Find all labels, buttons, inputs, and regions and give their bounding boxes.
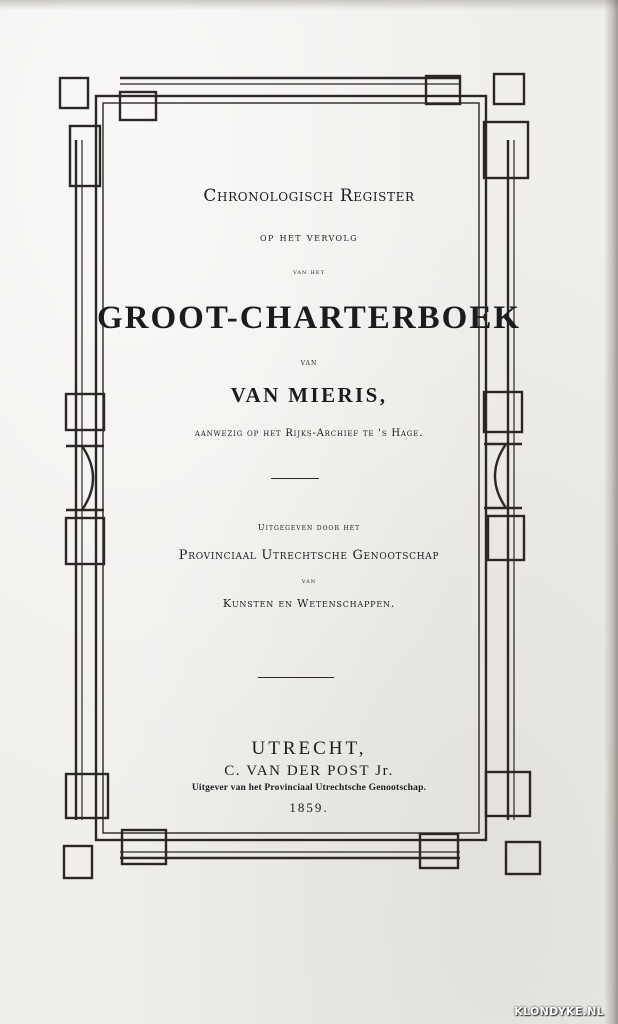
- corner-ornament-bottom-left: [64, 846, 92, 878]
- archive-location: aanwezig op het Rijks-Archief te 's Hage.: [194, 428, 424, 439]
- society-name-line2: Kunsten en Wetenschappen.: [222, 597, 396, 610]
- corner-ornament-bottom-right: [506, 842, 540, 874]
- title-line-chronologisch-register: Chronologisch Register: [203, 186, 415, 206]
- corner-ornament-top-left: [60, 78, 88, 108]
- divider-rule-upper: [271, 478, 319, 479]
- publisher-intro: Uitgegeven door het: [257, 523, 361, 532]
- imprint-printer-note: Uitgever van het Provinciaal Utrechtsche Genootschap.: [191, 783, 427, 793]
- outer-frame-line: [96, 96, 486, 840]
- imprint-city: UTRECHT,: [251, 738, 367, 759]
- society-name-line1: Provinciaal Utrechtsche Genootschap: [178, 548, 440, 563]
- divider-rule-lower: [258, 677, 334, 678]
- inner-frame-line: [103, 103, 479, 833]
- corner-ornament-top-right: [494, 74, 524, 104]
- title-line-van: van: [300, 358, 318, 367]
- imprint-printer: C. VAN DER POST Jr.: [224, 763, 394, 779]
- imprint-year: 1859.: [289, 800, 329, 815]
- title-line-op-het-vervolg: op het vervolg: [260, 231, 358, 244]
- author-name: VAN MIERIS,: [230, 383, 388, 407]
- title-line-van-het: van het: [293, 268, 325, 276]
- society-van: van: [301, 577, 317, 585]
- watermark-logo: KLONDYKE.NL: [514, 1005, 604, 1018]
- main-title: GROOT-CHARTERBOEK: [96, 300, 522, 336]
